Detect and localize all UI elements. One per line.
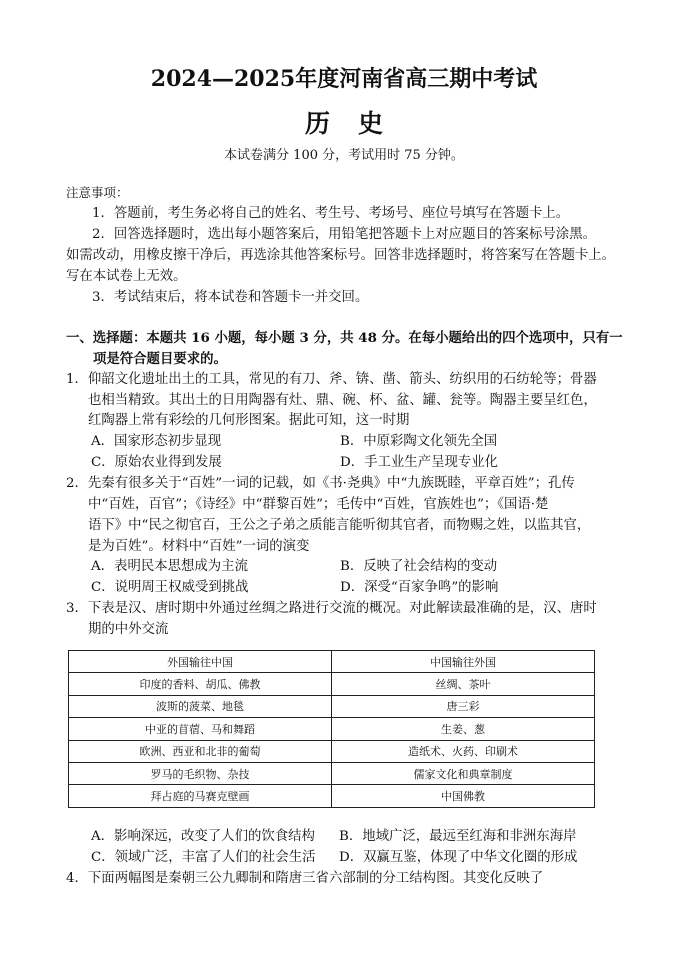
q2-option-b: B．反映了社会结构的变动 xyxy=(340,559,498,574)
table-cell: 生姜、葱 xyxy=(332,718,595,740)
q3-stem: 期的中外交流 xyxy=(88,622,169,637)
section-heading-cont: 项是符合题目要求的。 xyxy=(93,351,227,367)
q2-option-a: A．表明民本思想成为主流 xyxy=(91,559,248,574)
table-row xyxy=(69,673,595,695)
table-cell: 唐三彩 xyxy=(332,695,595,717)
q3-stem: 3．下表是汉、唐时期中外通过丝绸之路进行交流的概况。对此解读最准确的是，汉、唐时 xyxy=(66,601,597,616)
exam-info: 本试卷满分 100 分，考试用时 75 分钟。 xyxy=(224,148,464,163)
q4-stem: 4．下面两幅图是秦朝三公九卿制和隋唐三省六部制的分工结构图。其变化反映了 xyxy=(66,871,544,886)
q3-option-d: D．双赢互鉴，体现了中华文化圈的形成 xyxy=(339,850,578,865)
table-header-cell: 外国输往中国 xyxy=(69,651,332,673)
table-header-row xyxy=(69,651,595,673)
table-row xyxy=(69,785,595,807)
table-cell: 罗马的毛织物、杂技 xyxy=(69,762,332,784)
note-line: 1．答题前，考生务必将自己的姓名、考生号、考场号、座位号填写在答题卡上。 xyxy=(92,206,570,221)
q2-stem: 中“百姓，百官”；《诗经》中“群黎百姓”；毛传中“百姓，官族姓也”；《国语·楚 xyxy=(88,497,549,512)
q1-option-b: B．中原彩陶文化领先全国 xyxy=(340,434,498,449)
table-cell: 中亚的苜蓿、马和舞蹈 xyxy=(69,718,332,740)
table-cell: 波斯的菠菜、地毯 xyxy=(69,695,332,717)
note-line: 如需改动，用橡皮擦干净后，再选涂其他答案标号。回答非选择题时，将答案写在答题卡上。 xyxy=(66,248,616,263)
table-cell: 中国佛教 xyxy=(332,785,595,807)
note-line: 3．考试结束后，将本试卷和答题卡一并交回。 xyxy=(92,290,369,305)
table-cell: 丝绸、茶叶 xyxy=(332,673,595,695)
q2-stem: 2．先秦有很多关于“百姓”一词的记载，如《书·尧典》中“九族既睦，平章百姓”；孔传 xyxy=(66,476,575,491)
table-cell: 拜占庭的马赛克壁画 xyxy=(69,785,332,807)
q3-option-a: A．影响深远，改变了人们的饮食结构 xyxy=(91,829,315,844)
q1-stem: 1．仰韶文化遗址出土的工具，常见的有刀、斧、锛、凿、箭头、纺织用的石纺轮等；骨器 xyxy=(66,372,597,387)
q3-option-b: B．地域广泛，最远至红海和非洲东海岸 xyxy=(339,829,577,844)
table-row xyxy=(69,718,595,740)
section-heading: 一、选择题：本题共 16 小题，每小题 3 分，共 48 分。在每小题给出的四个选项中，只有一 xyxy=(66,330,623,346)
table-cell: 欧洲、西亚和北非的葡萄 xyxy=(69,740,332,762)
q2-stem: 语下》中“民之彻官百，王公之子弟之质能言能听彻其官者，而物赐之姓，以监其官， xyxy=(88,518,591,533)
q1-option-a: A．国家形态初步显现 xyxy=(91,434,222,449)
q2-stem: 是为百姓”。材料中“百姓”一词的演变 xyxy=(88,539,310,554)
q1-stem: 红陶器上常有彩绘的几何形图案。据此可知，这一时期 xyxy=(88,413,410,428)
note-line: 2．回答选择题时，选出每小题答案后，用铅笔把答题卡上对应题目的答案标号涂黑。 xyxy=(92,227,596,242)
note-line: 写在本试卷上无效。 xyxy=(66,269,187,284)
q2-option-c: C．说明周王权威受到挑战 xyxy=(91,580,249,595)
table-cell: 造纸术、火药、印刷术 xyxy=(332,740,595,762)
q3-option-c: C．领域广泛，丰富了人们的社会生活 xyxy=(91,850,316,865)
subject-title: 历史 xyxy=(304,109,411,138)
table-row xyxy=(69,762,595,784)
table-cell: 儒家文化和典章制度 xyxy=(332,762,595,784)
q1-option-d: D．手工业生产呈现专业化 xyxy=(340,455,499,470)
exam-title: 2024—2025年度河南省高三期中考试 xyxy=(150,66,538,92)
table-header-cell: 中国输往外国 xyxy=(332,651,595,673)
table-cell: 印度的香料、胡瓜、佛教 xyxy=(69,673,332,695)
exchange-table xyxy=(68,650,595,808)
q1-option-c: C．原始农业得到发展 xyxy=(91,455,222,470)
table-row xyxy=(69,740,595,762)
table-row xyxy=(69,695,595,717)
notes-heading: 注意事项： xyxy=(66,185,129,200)
q1-stem: 也相当精致。其出土的日用陶器有灶、鼎、碗、杯、盆、罐、瓮等。陶器主要呈红色， xyxy=(88,393,597,408)
q2-option-d: D．深受“百家争鸣”的影响 xyxy=(340,580,499,595)
